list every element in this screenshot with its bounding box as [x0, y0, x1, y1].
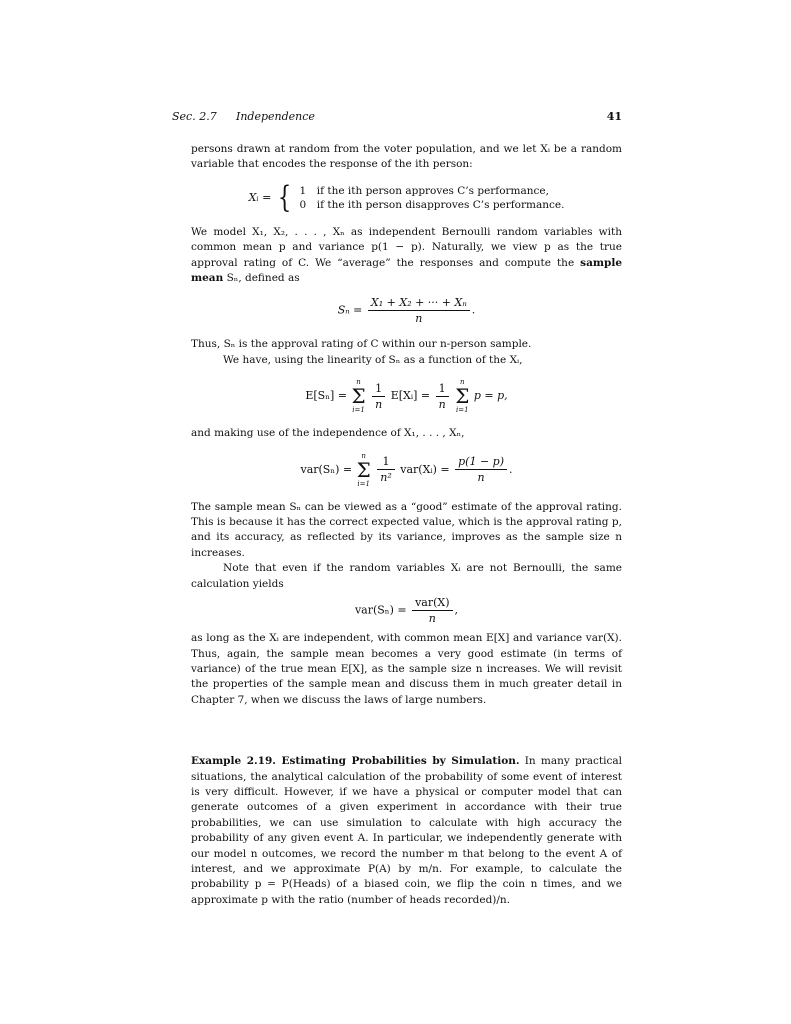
cases-block [275, 179, 565, 215]
eq5-lhs: var(Sₙ) = [354, 603, 407, 617]
fraction-numerator: 1 [436, 382, 449, 397]
sigma-symbol: Σ [356, 457, 371, 482]
paragraph-8: as long as the Xᵢ are independent, with common mean E[X] and variance var(X). Thus, again, the sample mean becomes a very good estimate (in terms of variance) of the true mean E[X], as the sample size n increases. We will revisit the properties of the sample mean and discuss them in much greater detail in Chapter 7, when we discuss the laws of large numbers. [191, 632, 622, 706]
fraction-numerator: 1 [377, 455, 395, 470]
case-value: 1 [299, 184, 307, 197]
paragraph-2-text-a: We model X₁, X₂, . . . , Xₙ as independent Bernoulli random variables with common mean p and variance p(1 − p). Naturally, we view p as the true approval rating of C. We “average” the responses and compute the [191, 225, 622, 269]
sigma-symbol: Σ [455, 384, 470, 409]
equation-variance-general [191, 596, 622, 625]
eq3-lhs: E[Sₙ] = [305, 389, 347, 403]
paragraph-2-text-b: Sₙ, defined as [226, 272, 300, 285]
case-text: if the ith person disapproves C’s performance. [316, 198, 565, 211]
section-label: Sec. 2.7 [172, 110, 217, 123]
sum-upper: n [460, 378, 465, 387]
fraction [377, 455, 395, 484]
cases-rows [299, 184, 564, 212]
eq3-tail: p = p, [473, 389, 508, 403]
fraction-numerator: 1 [372, 382, 385, 397]
summation [351, 378, 365, 414]
fraction [368, 296, 470, 325]
summation [455, 378, 469, 414]
sum-upper: n [356, 378, 361, 387]
sum-lower: i=1 [357, 479, 370, 488]
sum-upper: n [361, 451, 366, 460]
case-row [299, 198, 564, 212]
fraction-denominator: n² [380, 471, 392, 485]
paragraph-1: persons drawn at random from the voter population, and we let Xᵢ be a random variable that encodes the response of the ith person: [191, 143, 622, 171]
fraction-denominator: n [375, 397, 383, 411]
eq2-tail: . [471, 303, 476, 317]
paragraph-5: and making use of the independence of X₁, . . . , Xₙ, [191, 427, 465, 440]
equation-variance [191, 452, 622, 488]
equation-xi-definition [191, 179, 622, 215]
left-brace: { [277, 179, 292, 215]
section-gap [191, 708, 622, 754]
paragraph-4: We have, using the linearity of Sₙ as a function of the Xᵢ, [223, 353, 523, 366]
running-header [172, 110, 622, 126]
fraction-numerator: X₁ + X₂ + ··· + Xₙ [368, 296, 470, 311]
eq4-middle: var(Xᵢ) = [400, 462, 450, 476]
fraction-denominator: n [477, 471, 485, 485]
page-number: 41 [606, 110, 622, 123]
eq4-lhs: var(Sₙ) = [300, 462, 353, 476]
example-paragraph [191, 754, 622, 908]
paragraph-6: The sample mean Sₙ can be viewed as a “good” estimate of the approval rating. This is because it has the correct expected value, which is the approval rating p, and its accuracy, as reflected by its variance, improves as the sample size n increases. [191, 500, 622, 559]
summation [357, 452, 371, 488]
fraction-denominator: n [428, 612, 436, 626]
fraction [372, 382, 385, 411]
fraction [412, 596, 452, 625]
case-row [299, 184, 564, 198]
eq1-lhs: Xᵢ = [248, 190, 272, 204]
paragraph-3: Thus, Sₙ is the approval rating of C within our n-person sample. [191, 338, 532, 351]
sigma-symbol: Σ [351, 384, 366, 409]
example-body: In many practical situations, the analytical calculation of the probability of some event of interest is very difficult. However, if we have a physical or computer model that can generate outcomes of a given experiment in accordance with their true probabilities, we can use simulation to calculate with high accuracy the probability of any given event A. In particular, we independently generate with our model n outcomes, we record the number m that belong to the event A of interest, and we approximate P(A) by m/n. For example, to calculate the probability p = P(Heads) of a biased coin, we flip the coin n times, and we approximate p with the ratio (number of heads recorded)/n. [191, 755, 622, 906]
fraction-denominator: n [415, 312, 423, 326]
text-body [191, 142, 622, 908]
paragraph-2 [191, 225, 622, 287]
paragraph-7: Note that even if the random variables Xᵢ are not Bernoulli, the same calculation yields [191, 562, 622, 590]
fraction-numerator: p(1 − p) [455, 455, 507, 470]
fraction [455, 455, 507, 484]
equation-sample-mean [191, 296, 622, 325]
eq5-tail: , [454, 603, 459, 617]
fraction [436, 382, 449, 411]
equation-expectation [191, 378, 622, 414]
case-text: if the ith person approves C’s performance, [316, 184, 549, 197]
sum-lower: i=1 [455, 406, 469, 415]
section-title: Independence [236, 110, 315, 123]
fraction-numerator: var(X) [412, 596, 452, 611]
example-title: Example 2.19. Estimating Probabilities by Simulation. [191, 755, 520, 768]
sample-mean-term: sample mean [191, 256, 623, 285]
eq4-tail: . [509, 462, 513, 476]
case-value: 0 [299, 198, 307, 211]
eq3-middle: E[Xᵢ] = [390, 389, 431, 403]
eq2-lhs: Sₙ = [337, 303, 363, 317]
fraction-denominator: n [438, 397, 446, 411]
sum-lower: i=1 [352, 406, 365, 415]
